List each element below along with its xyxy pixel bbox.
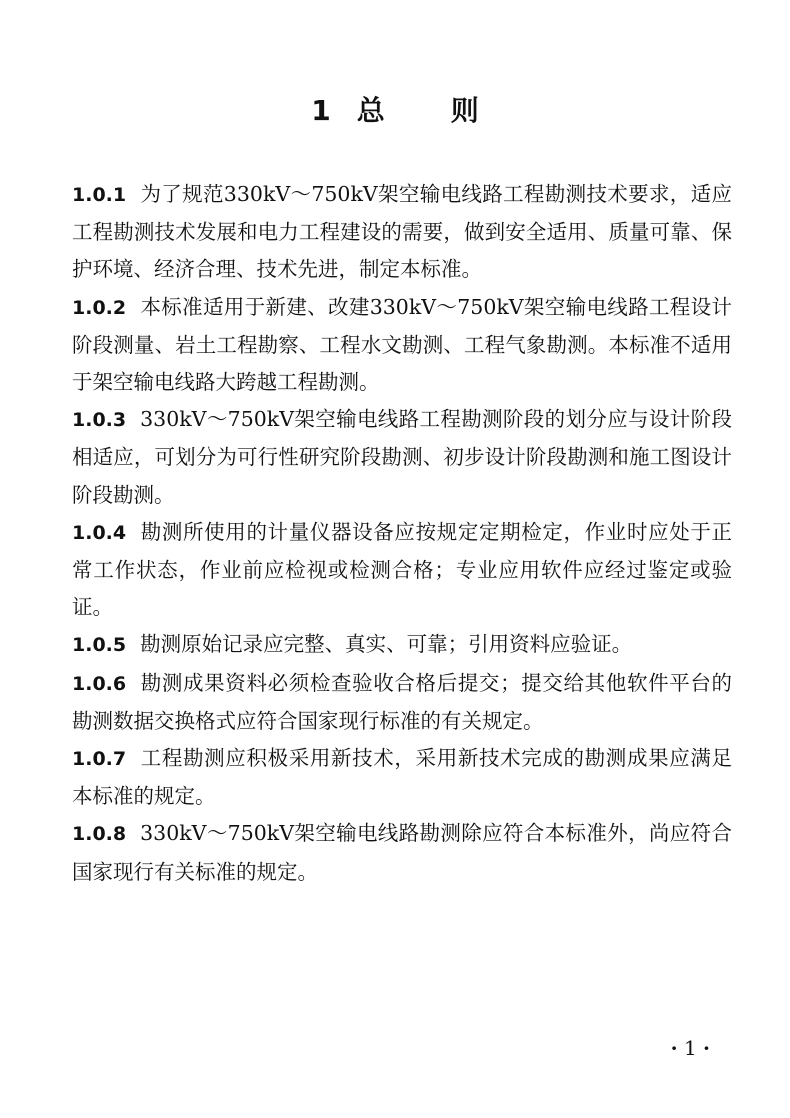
clause-1-0-1: [72, 176, 732, 289]
clause-text: 本标准适用于新建、改建330kV～750kV架空输电线路工程设计阶段测量、岩土工程勘察、工程水文勘测、工程气象勘测。本标准不适用于架空输电线路大跨越工程勘测。: [72, 294, 732, 395]
clause-1-0-3: [72, 401, 732, 514]
clause-number: 1.0.1: [72, 184, 127, 206]
page-number-value: 1: [683, 1036, 697, 1060]
page-number-dot-right: ·: [703, 1036, 710, 1060]
chapter-title-text: 总则: [356, 93, 545, 127]
clause-1-0-4: [72, 514, 732, 627]
clause-text: 勘测原始记录应完整、真实、可靠；引用资料应验证。: [140, 632, 633, 657]
clause-number: 1.0.3: [72, 409, 127, 432]
clause-1-0-2: [72, 289, 732, 402]
page-number-dot-left: ·: [670, 1036, 678, 1060]
chapter-number: 1: [311, 93, 331, 127]
clause-number: 1.0.7: [72, 748, 127, 771]
clause-text: 330kV～750kV架空输电线路工程勘测阶段的划分应与设计阶段相适应，可划分为可行性研究阶段勘测、初步设计阶段勘测和施工图设计阶段勘测。: [72, 407, 732, 507]
clause-number: 1.0.5: [72, 634, 127, 657]
clause-1-0-8: [72, 815, 732, 890]
clause-1-0-7: [72, 740, 732, 815]
clause-list: [72, 176, 732, 891]
clause-1-0-6: [72, 665, 732, 740]
clause-1-0-5: [72, 626, 732, 664]
clause-text: 勘测所使用的计量仪器设备应按规定定期检定，作业时应处于正常工作状态，作业前应检视或检测合格；专业应用软件应经过鉴定或验证。: [72, 519, 732, 620]
clause-text: 勘测成果资料必须检查验收合格后提交；提交给其他软件平台的勘测数据交换格式应符合国家现行标准的有关规定。: [72, 670, 732, 733]
clause-number: 1.0.6: [72, 672, 127, 695]
clause-number: 1.0.4: [72, 521, 127, 544]
page-number: [671, 1036, 710, 1060]
clause-text: 工程勘测应积极采用新技术，采用新技术完成的勘测成果应满足本标准的规定。: [72, 746, 732, 809]
chapter-title: [0, 93, 790, 129]
clause-number: 1.0.2: [72, 296, 127, 319]
clause-number: 1.0.8: [72, 823, 127, 846]
clause-text: 330kV～750kV架空输电线路勘测除应符合本标准外，尚应符合国家现行有关标准的规定。: [72, 821, 732, 884]
clause-text: 为了规范330kV～750kV架空输电线路工程勘测技术要求，适应工程勘测技术发展和电力工程建设的需要，做到安全适用、质量可靠、保护环境、经济合理、技术先进，制定本标准。: [72, 182, 732, 282]
